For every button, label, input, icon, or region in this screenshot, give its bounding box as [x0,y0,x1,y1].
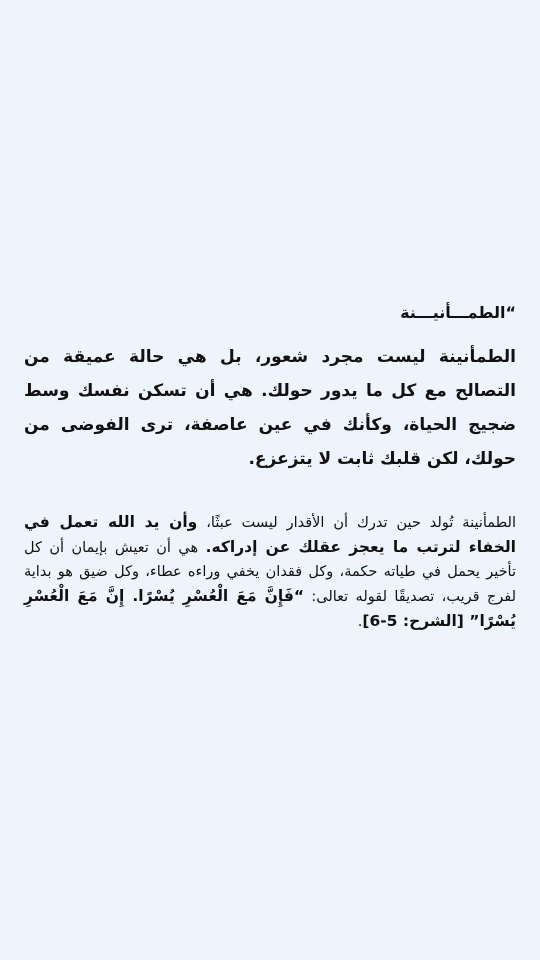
article [24,300,516,634]
lead-paragraph: الطمأنينة ليست مجرد شعور، بل هي حالة عميقة من التصالح مع كل ما يدور حولك. هي أن تسكن نفسك وسط ضجيج الحياة، وكأنك في عين عاصفة، ترى الفوضى من حولك، لكن قلبك ثابت لا يتزعزع. [24,347,516,469]
body-text-end: . [357,614,363,630]
body-text-part2: هي أن تعيش بإيمان أن كل تأخير يحمل في طياته حكمة، وكل فقدان يخفي وراءه عطاء، وكل ضيق هو بداية لفرج قريب، تصديقًا لقوله تعالى: [24,540,516,605]
body-bold-phrase: وأن يد الله تعمل في الخفاء لترتب ما يعجز عقلك عن إدراكه. [24,513,516,556]
article-title: “الطمـــأنيـــنة [400,303,516,322]
body-paragraph [24,510,516,634]
body-text-part1: الطمأنينة تُولد حين تدرك أن الأقدار ليست عبثًا، [197,515,516,531]
quran-verse-quote: “فَإِنَّ مَعَ الْعُسْرِ يُسْرًا. إِنَّ مَعَ الْعُسْرِ يُسْرًا” [الشرح: 5-6] [24,587,516,630]
